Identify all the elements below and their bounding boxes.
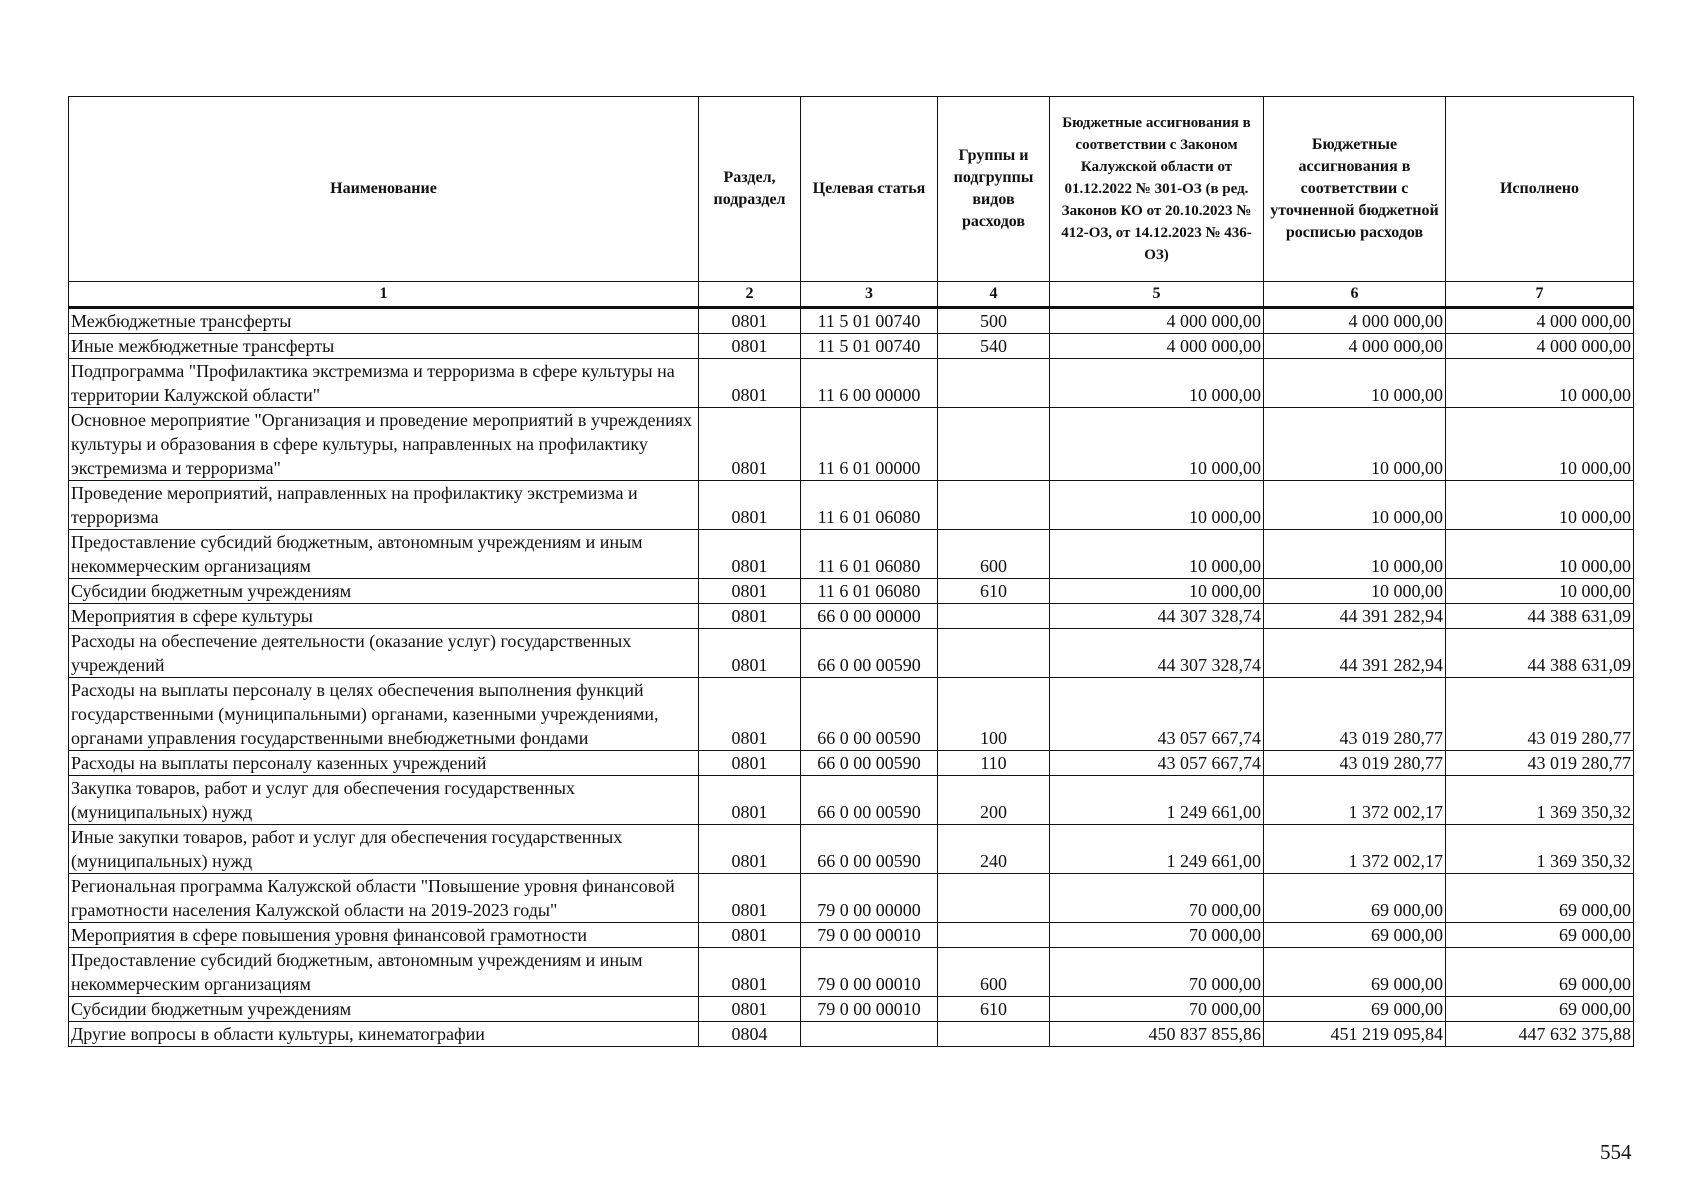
row-refined-amount: 69 000,00 bbox=[1264, 923, 1446, 948]
row-article: 11 6 01 06080 bbox=[801, 579, 938, 604]
row-law-amount: 10 000,00 bbox=[1050, 530, 1264, 579]
table-row bbox=[69, 948, 1634, 997]
row-refined-amount: 43 019 280,77 bbox=[1264, 678, 1446, 751]
row-executed-amount: 10 000,00 bbox=[1446, 530, 1634, 579]
table-row bbox=[69, 359, 1634, 408]
row-law-amount: 10 000,00 bbox=[1050, 481, 1264, 530]
row-article: 79 0 00 00000 bbox=[801, 874, 938, 923]
table-row bbox=[69, 408, 1634, 481]
row-name: Межбюджетные трансферты bbox=[69, 308, 699, 334]
row-refined-amount: 44 391 282,94 bbox=[1264, 629, 1446, 678]
row-section: 0801 bbox=[699, 751, 801, 776]
row-refined-amount: 4 000 000,00 bbox=[1264, 308, 1446, 334]
row-refined-amount: 69 000,00 bbox=[1264, 874, 1446, 923]
row-executed-amount: 44 388 631,09 bbox=[1446, 604, 1634, 629]
row-refined-amount: 10 000,00 bbox=[1264, 359, 1446, 408]
row-refined-amount: 43 019 280,77 bbox=[1264, 751, 1446, 776]
table-body bbox=[69, 308, 1634, 1047]
row-section: 0801 bbox=[699, 948, 801, 997]
row-law-amount: 10 000,00 bbox=[1050, 359, 1264, 408]
row-section: 0801 bbox=[699, 776, 801, 825]
row-group: 540 bbox=[938, 334, 1050, 359]
row-executed-amount: 1 369 350,32 bbox=[1446, 776, 1634, 825]
row-executed-amount: 69 000,00 bbox=[1446, 874, 1634, 923]
row-section: 0801 bbox=[699, 923, 801, 948]
column-number: 3 bbox=[801, 282, 938, 308]
row-group bbox=[938, 874, 1050, 923]
table-row bbox=[69, 923, 1634, 948]
table-row bbox=[69, 997, 1634, 1022]
header-executed: Исполнено bbox=[1446, 97, 1634, 282]
row-article: 11 6 01 06080 bbox=[801, 530, 938, 579]
row-section: 0801 bbox=[699, 334, 801, 359]
table-row bbox=[69, 308, 1634, 334]
row-refined-amount: 69 000,00 bbox=[1264, 997, 1446, 1022]
row-law-amount: 10 000,00 bbox=[1050, 408, 1264, 481]
table-row bbox=[69, 604, 1634, 629]
row-name: Расходы на выплаты персоналу в целях обеспечения выполнения функций государственными (муниципальными) органами, казенными учреждениями, органами управления государственными внебюджетными фондами bbox=[69, 678, 699, 751]
row-section: 0801 bbox=[699, 997, 801, 1022]
row-section: 0801 bbox=[699, 604, 801, 629]
row-name: Предоставление субсидий бюджетным, автономным учреждениям и иным некоммерческим организациям bbox=[69, 530, 699, 579]
row-article: 79 0 00 00010 bbox=[801, 948, 938, 997]
row-article: 66 0 00 00590 bbox=[801, 678, 938, 751]
row-section: 0804 bbox=[699, 1022, 801, 1047]
row-name: Проведение мероприятий, направленных на профилактику экстремизма и терроризма bbox=[69, 481, 699, 530]
row-group bbox=[938, 604, 1050, 629]
row-executed-amount: 69 000,00 bbox=[1446, 948, 1634, 997]
row-article: 66 0 00 00590 bbox=[801, 629, 938, 678]
header-article: Целевая статья bbox=[801, 97, 938, 282]
row-executed-amount: 69 000,00 bbox=[1446, 997, 1634, 1022]
row-refined-amount: 451 219 095,84 bbox=[1264, 1022, 1446, 1047]
row-law-amount: 4 000 000,00 bbox=[1050, 308, 1264, 334]
row-executed-amount: 1 369 350,32 bbox=[1446, 825, 1634, 874]
row-refined-amount: 10 000,00 bbox=[1264, 579, 1446, 604]
row-law-amount: 70 000,00 bbox=[1050, 997, 1264, 1022]
row-section: 0801 bbox=[699, 825, 801, 874]
row-section: 0801 bbox=[699, 308, 801, 334]
row-refined-amount: 1 372 002,17 bbox=[1264, 776, 1446, 825]
row-section: 0801 bbox=[699, 530, 801, 579]
row-article: 11 6 01 06080 bbox=[801, 481, 938, 530]
row-name: Региональная программа Калужской области "Повышение уровня финансовой грамотности населения Калужской области на 2019-2023 годы" bbox=[69, 874, 699, 923]
header-section: Раздел, подраздел bbox=[699, 97, 801, 282]
header-name: Наименование bbox=[69, 97, 699, 282]
row-name: Иные межбюджетные трансферты bbox=[69, 334, 699, 359]
row-refined-amount: 4 000 000,00 bbox=[1264, 334, 1446, 359]
table-row bbox=[69, 776, 1634, 825]
table-row bbox=[69, 751, 1634, 776]
table-row bbox=[69, 481, 1634, 530]
row-name: Закупка товаров, работ и услуг для обеспечения государственных (муниципальных) нужд bbox=[69, 776, 699, 825]
row-name: Иные закупки товаров, работ и услуг для обеспечения государственных (муниципальных) нужд bbox=[69, 825, 699, 874]
row-section: 0801 bbox=[699, 481, 801, 530]
row-refined-amount: 10 000,00 bbox=[1264, 481, 1446, 530]
table-row bbox=[69, 579, 1634, 604]
column-number: 2 bbox=[699, 282, 801, 308]
table-row bbox=[69, 825, 1634, 874]
row-name: Основное мероприятие "Организация и проведение мероприятий в учреждениях культуры и образования в сфере культуры, направленных на профилактику экстремизма и терроризма" bbox=[69, 408, 699, 481]
header-refined: Бюджетные ассигнования в соответствии с уточненной бюджетной росписью расходов bbox=[1264, 97, 1446, 282]
row-article: 66 0 00 00000 bbox=[801, 604, 938, 629]
row-refined-amount: 10 000,00 bbox=[1264, 530, 1446, 579]
page-number: 554 bbox=[1600, 1140, 1632, 1164]
column-number: 5 bbox=[1050, 282, 1264, 308]
table-row bbox=[69, 678, 1634, 751]
table-row bbox=[69, 1022, 1634, 1047]
table-row bbox=[69, 629, 1634, 678]
row-name: Мероприятия в сфере культуры bbox=[69, 604, 699, 629]
row-name: Предоставление субсидий бюджетным, автономным учреждениям и иным некоммерческим организациям bbox=[69, 948, 699, 997]
row-section: 0801 bbox=[699, 579, 801, 604]
row-article: 11 6 01 00000 bbox=[801, 408, 938, 481]
row-law-amount: 44 307 328,74 bbox=[1050, 629, 1264, 678]
row-name: Другие вопросы в области культуры, кинематографии bbox=[69, 1022, 699, 1047]
row-article: 11 6 00 00000 bbox=[801, 359, 938, 408]
row-article: 66 0 00 00590 bbox=[801, 776, 938, 825]
row-section: 0801 bbox=[699, 874, 801, 923]
row-name: Субсидии бюджетным учреждениям bbox=[69, 579, 699, 604]
row-executed-amount: 447 632 375,88 bbox=[1446, 1022, 1634, 1047]
row-group: 110 bbox=[938, 751, 1050, 776]
row-law-amount: 43 057 667,74 bbox=[1050, 678, 1264, 751]
row-law-amount: 70 000,00 bbox=[1050, 874, 1264, 923]
table-row bbox=[69, 874, 1634, 923]
row-executed-amount: 10 000,00 bbox=[1446, 579, 1634, 604]
row-name: Расходы на обеспечение деятельности (оказание услуг) государственных учреждений bbox=[69, 629, 699, 678]
row-law-amount: 70 000,00 bbox=[1050, 948, 1264, 997]
row-article: 11 5 01 00740 bbox=[801, 334, 938, 359]
row-section: 0801 bbox=[699, 359, 801, 408]
header-group: Группы и подгруппы видов расходов bbox=[938, 97, 1050, 282]
row-law-amount: 70 000,00 bbox=[1050, 923, 1264, 948]
row-executed-amount: 4 000 000,00 bbox=[1446, 334, 1634, 359]
row-group: 500 bbox=[938, 308, 1050, 334]
row-name: Мероприятия в сфере повышения уровня финансовой грамотности bbox=[69, 923, 699, 948]
row-group bbox=[938, 481, 1050, 530]
row-group bbox=[938, 359, 1050, 408]
column-number: 6 bbox=[1264, 282, 1446, 308]
row-name: Субсидии бюджетным учреждениям bbox=[69, 997, 699, 1022]
row-group: 600 bbox=[938, 530, 1050, 579]
budget-table bbox=[68, 96, 1634, 1047]
row-article bbox=[801, 1022, 938, 1047]
row-article: 11 5 01 00740 bbox=[801, 308, 938, 334]
column-number: 7 bbox=[1446, 282, 1634, 308]
row-group: 600 bbox=[938, 948, 1050, 997]
row-group bbox=[938, 408, 1050, 481]
row-group: 240 bbox=[938, 825, 1050, 874]
header-law: Бюджетные ассигнования в соответствии с Законом Калужской области от 01.12.2022 № 301-ОЗ (в ред. Законов КО от 20.10.2023 № 412-ОЗ, от 14.12.2023 № 436-ОЗ) bbox=[1050, 97, 1264, 282]
row-executed-amount: 4 000 000,00 bbox=[1446, 308, 1634, 334]
header-row bbox=[69, 97, 1634, 282]
row-executed-amount: 10 000,00 bbox=[1446, 481, 1634, 530]
row-law-amount: 4 000 000,00 bbox=[1050, 334, 1264, 359]
row-group bbox=[938, 1022, 1050, 1047]
row-group: 610 bbox=[938, 997, 1050, 1022]
row-article: 79 0 00 00010 bbox=[801, 923, 938, 948]
row-name: Расходы на выплаты персоналу казенных учреждений bbox=[69, 751, 699, 776]
table-row bbox=[69, 334, 1634, 359]
row-article: 66 0 00 00590 bbox=[801, 751, 938, 776]
row-law-amount: 43 057 667,74 bbox=[1050, 751, 1264, 776]
row-refined-amount: 1 372 002,17 bbox=[1264, 825, 1446, 874]
row-refined-amount: 69 000,00 bbox=[1264, 948, 1446, 997]
row-name: Подпрограмма "Профилактика экстремизма и терроризма в сфере культуры на территории Калужской области" bbox=[69, 359, 699, 408]
row-article: 79 0 00 00010 bbox=[801, 997, 938, 1022]
row-executed-amount: 10 000,00 bbox=[1446, 359, 1634, 408]
column-number: 1 bbox=[69, 282, 699, 308]
row-executed-amount: 69 000,00 bbox=[1446, 923, 1634, 948]
row-group bbox=[938, 923, 1050, 948]
row-law-amount: 10 000,00 bbox=[1050, 579, 1264, 604]
row-article: 66 0 00 00590 bbox=[801, 825, 938, 874]
row-law-amount: 1 249 661,00 bbox=[1050, 825, 1264, 874]
row-group: 200 bbox=[938, 776, 1050, 825]
row-refined-amount: 44 391 282,94 bbox=[1264, 604, 1446, 629]
row-group: 610 bbox=[938, 579, 1050, 604]
row-law-amount: 450 837 855,86 bbox=[1050, 1022, 1264, 1047]
row-executed-amount: 44 388 631,09 bbox=[1446, 629, 1634, 678]
row-group: 100 bbox=[938, 678, 1050, 751]
row-section: 0801 bbox=[699, 629, 801, 678]
row-section: 0801 bbox=[699, 408, 801, 481]
column-number-row bbox=[69, 282, 1634, 308]
row-executed-amount: 10 000,00 bbox=[1446, 408, 1634, 481]
row-group bbox=[938, 629, 1050, 678]
row-section: 0801 bbox=[699, 678, 801, 751]
row-executed-amount: 43 019 280,77 bbox=[1446, 678, 1634, 751]
row-law-amount: 1 249 661,00 bbox=[1050, 776, 1264, 825]
column-number: 4 bbox=[938, 282, 1050, 308]
row-executed-amount: 43 019 280,77 bbox=[1446, 751, 1634, 776]
row-refined-amount: 10 000,00 bbox=[1264, 408, 1446, 481]
row-law-amount: 44 307 328,74 bbox=[1050, 604, 1264, 629]
table-row bbox=[69, 530, 1634, 579]
